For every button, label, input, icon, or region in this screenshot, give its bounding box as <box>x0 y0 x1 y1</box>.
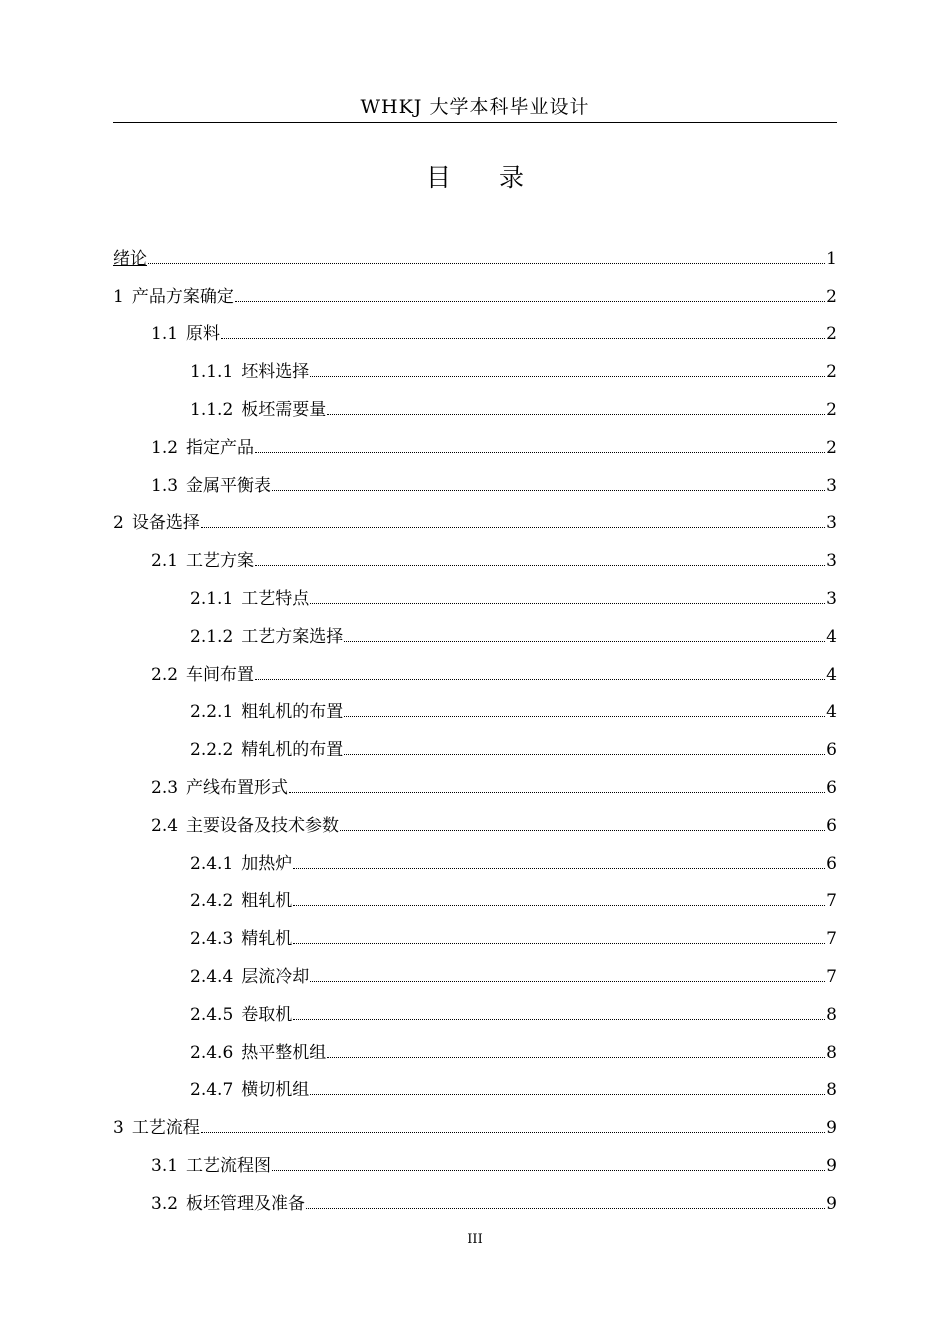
toc-entry-label <box>113 508 200 535</box>
toc-entry-number: 3.1 <box>151 1155 179 1176</box>
toc-entry-number: 1.1.1 <box>190 362 234 383</box>
toc-entry-text: 粗轧机 <box>241 891 293 912</box>
toc-entry-text: 坯料选择 <box>241 362 310 383</box>
toc-entry-number: 2.4 <box>151 815 179 836</box>
toc-entry-number: 2.2.2 <box>190 740 234 761</box>
toc-entry-page: 9 <box>826 1118 837 1139</box>
toc-entry-page: 7 <box>826 891 837 912</box>
toc-entry-label <box>113 244 147 271</box>
toc-entry-label <box>151 433 254 460</box>
toc-entry[interactable] <box>113 346 837 384</box>
toc-entry-page: 3 <box>826 551 837 572</box>
toc-entry[interactable] <box>113 913 837 951</box>
toc-entry-text: 精轧机 <box>241 929 293 950</box>
toc-entry-label <box>151 471 271 498</box>
toc-entry-label <box>190 357 309 384</box>
toc-entry[interactable] <box>113 1102 837 1140</box>
toc-entry-number: 2.1.2 <box>190 626 234 647</box>
dot-leader <box>255 452 825 453</box>
toc-entry[interactable] <box>113 573 837 611</box>
toc-entry[interactable] <box>113 687 837 725</box>
dot-leader <box>327 414 825 415</box>
toc-entry-page: 9 <box>826 1155 837 1176</box>
dot-leader <box>235 301 825 302</box>
toc-entry-label <box>190 1038 326 1065</box>
toc-entry-label <box>151 773 288 800</box>
dot-leader <box>289 792 825 793</box>
toc-entry[interactable] <box>113 535 837 573</box>
toc-entry-label <box>190 1075 309 1102</box>
toc-entry[interactable] <box>113 951 837 989</box>
toc-entry[interactable] <box>113 800 837 838</box>
page-number: III <box>467 1232 483 1247</box>
toc-entry-label <box>151 1151 271 1178</box>
toc-entry-page: 2 <box>826 324 837 345</box>
dot-leader <box>272 1170 825 1171</box>
toc-entry-label <box>190 962 309 989</box>
toc-entry-text: 工艺流程 <box>131 1118 200 1139</box>
dot-leader <box>310 981 825 982</box>
toc-entry-number: 2.4.4 <box>190 966 234 987</box>
toc-entry-text: 横切机组 <box>241 1080 310 1101</box>
dot-leader <box>201 1132 825 1133</box>
dot-leader <box>255 679 825 680</box>
toc-entry-text: 金属平衡表 <box>186 475 272 496</box>
dot-leader <box>293 868 825 869</box>
page-header <box>113 92 837 123</box>
toc-entry-label <box>151 660 254 687</box>
toc-entry[interactable] <box>113 649 837 687</box>
dot-leader <box>310 603 825 604</box>
dot-leader <box>255 565 825 566</box>
toc-entry-page: 6 <box>826 740 837 761</box>
toc-entry-label <box>151 319 220 346</box>
toc-entry-text: 产品方案确定 <box>131 286 234 307</box>
toc-entry-page: 8 <box>826 1080 837 1101</box>
toc-entry-text: 工艺方案 <box>186 551 255 572</box>
toc-entry-label <box>190 849 292 876</box>
toc-entry-page: 2 <box>826 286 837 307</box>
toc-entry[interactable] <box>113 1140 837 1178</box>
dot-leader <box>344 641 825 642</box>
toc-entry-page: 4 <box>826 626 837 647</box>
toc-entry[interactable] <box>113 498 837 536</box>
toc-entry-text: 板坯管理及准备 <box>186 1193 306 1214</box>
toc-entry-label <box>151 546 254 573</box>
toc-entry-label <box>190 1000 292 1027</box>
toc-entry-page: 2 <box>826 399 837 420</box>
toc-entry[interactable] <box>113 422 837 460</box>
toc-entry-text: 绪论 <box>113 248 147 269</box>
dot-leader <box>340 830 825 831</box>
dot-leader <box>221 338 825 339</box>
toc-title: 目 录 <box>426 163 544 192</box>
toc-entry-page: 6 <box>826 853 837 874</box>
toc-entry-page: 2 <box>826 437 837 458</box>
toc-entry[interactable] <box>113 271 837 309</box>
toc-entry-text: 工艺方案选择 <box>241 626 344 647</box>
dot-leader <box>327 1057 825 1058</box>
toc-entry-number: 1.1 <box>151 324 179 345</box>
toc-entry-page: 9 <box>826 1193 837 1214</box>
toc-entry[interactable] <box>113 762 837 800</box>
toc-entry-label <box>151 1189 305 1216</box>
toc-entry-page: 7 <box>826 929 837 950</box>
toc-entry-number: 3.2 <box>151 1193 179 1214</box>
dot-leader <box>344 754 825 755</box>
toc-entry-number: 2.4.2 <box>190 891 234 912</box>
toc-entry-text: 层流冷却 <box>241 966 310 987</box>
toc-entry[interactable] <box>113 460 837 498</box>
dot-leader <box>272 490 825 491</box>
toc-entry-number: 2.3 <box>151 777 179 798</box>
toc-entry-number: 1.3 <box>151 475 179 496</box>
dot-leader <box>201 527 825 528</box>
toc-entry-text: 车间布置 <box>186 664 255 685</box>
toc-entry-page: 7 <box>826 966 837 987</box>
toc-entry[interactable] <box>113 384 837 422</box>
toc-entry-label <box>190 395 326 422</box>
toc-entry-number: 2.1 <box>151 551 179 572</box>
toc-entry-page: 8 <box>826 1004 837 1025</box>
dot-leader <box>310 1094 825 1095</box>
toc-entry-text: 精轧机的布置 <box>241 740 344 761</box>
toc-entry[interactable] <box>113 309 837 347</box>
toc-entry[interactable] <box>113 233 837 271</box>
toc-entry-page: 3 <box>826 513 837 534</box>
toc-entry-page: 3 <box>826 588 837 609</box>
dot-leader <box>344 716 825 717</box>
header-text: WHKJ 大学本科毕业设计 <box>360 96 590 118</box>
toc-entry-number: 2.1.1 <box>190 588 234 609</box>
toc-entry-label <box>190 584 309 611</box>
toc-entry-page: 4 <box>826 702 837 723</box>
toc-entry-text: 原料 <box>186 324 221 345</box>
toc-entry[interactable] <box>113 724 837 762</box>
toc-entry[interactable] <box>113 1065 837 1103</box>
toc-entry-number: 1 <box>113 286 124 307</box>
toc-entry-text: 设备选择 <box>131 513 200 534</box>
toc-entry-page: 4 <box>826 664 837 685</box>
toc-entry-text: 产线布置形式 <box>186 777 289 798</box>
toc-entry-text: 指定产品 <box>186 437 255 458</box>
toc-entry-number: 2.2 <box>151 664 179 685</box>
toc-entry-number: 2.4.6 <box>190 1042 234 1063</box>
toc-entry-number: 2 <box>113 513 124 534</box>
toc-entry[interactable] <box>113 611 837 649</box>
toc-entry-page: 6 <box>826 777 837 798</box>
toc-entry-label <box>113 1113 200 1140</box>
toc-entry[interactable] <box>113 876 837 914</box>
toc-entry-text: 工艺特点 <box>241 588 310 609</box>
toc-entry[interactable] <box>113 989 837 1027</box>
dot-leader <box>293 905 825 906</box>
toc-entry-label <box>113 282 234 309</box>
toc-entry-text: 卷取机 <box>241 1004 293 1025</box>
toc-entry-number: 1.1.2 <box>190 399 234 420</box>
toc-entry-text: 主要设备及技术参数 <box>186 815 340 836</box>
toc-entry-number: 2.4.7 <box>190 1080 234 1101</box>
toc-entry-text: 板坯需要量 <box>241 399 327 420</box>
dot-leader <box>293 1019 825 1020</box>
toc-entry[interactable] <box>113 1178 837 1216</box>
toc-entry-number: 2.4.5 <box>190 1004 234 1025</box>
toc-entry-page: 2 <box>826 362 837 383</box>
toc-entry-label <box>190 886 292 913</box>
toc-entry-text: 热平整机组 <box>241 1042 327 1063</box>
toc-entry-page: 8 <box>826 1042 837 1063</box>
toc-entry-text: 加热炉 <box>241 853 293 874</box>
toc-entry-number: 3 <box>113 1118 124 1139</box>
toc-entry-page: 6 <box>826 815 837 836</box>
toc-entry[interactable] <box>113 838 837 876</box>
toc-entry-text: 工艺流程图 <box>186 1155 272 1176</box>
dot-leader <box>148 263 825 264</box>
toc-entry-number: 2.4.3 <box>190 929 234 950</box>
toc-entry-text: 粗轧机的布置 <box>241 702 344 723</box>
dot-leader <box>310 376 825 377</box>
toc-entry-label <box>151 811 339 838</box>
toc-entry-page: 3 <box>826 475 837 496</box>
toc-entry-label <box>190 924 292 951</box>
table-of-contents <box>113 233 837 1216</box>
toc-entry-number: 1.2 <box>151 437 179 458</box>
toc-entry-label <box>190 622 343 649</box>
toc-entry-number: 2.4.1 <box>190 853 234 874</box>
dot-leader <box>306 1208 825 1209</box>
toc-entry-label <box>190 735 343 762</box>
toc-entry-page: 1 <box>826 248 837 269</box>
toc-entry-number: 2.2.1 <box>190 702 234 723</box>
toc-entry-label <box>190 697 343 724</box>
toc-entry[interactable] <box>113 1027 837 1065</box>
dot-leader <box>293 943 825 944</box>
